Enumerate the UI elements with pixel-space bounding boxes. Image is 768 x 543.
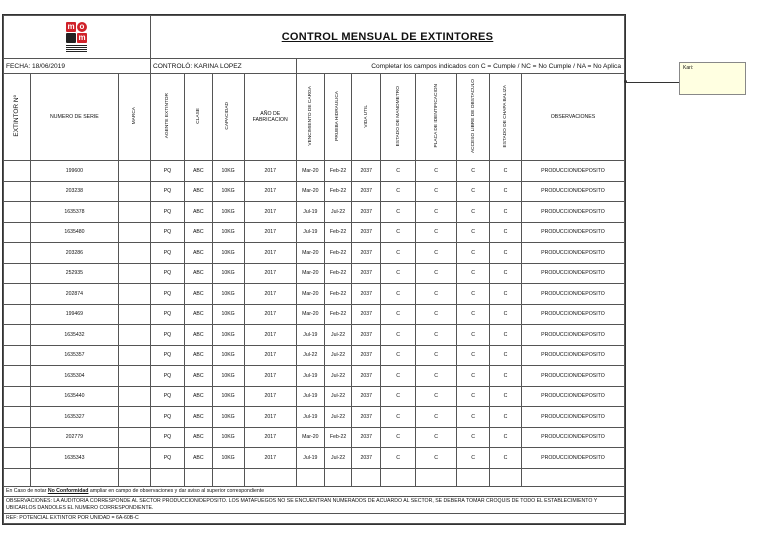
table-row <box>4 304 625 325</box>
cell-venc: Mar-20 <box>296 304 324 325</box>
cell-p: C <box>416 284 457 305</box>
cell-b: C <box>490 304 522 325</box>
cell-serie: 203286 <box>30 243 118 264</box>
cell-vida: 2037 <box>352 448 381 469</box>
cell-p: C <box>416 243 457 264</box>
cell-serie: 252935 <box>30 263 118 284</box>
cell-empty <box>4 161 31 182</box>
cell-m: C <box>381 325 416 346</box>
cell-a: C <box>457 222 490 243</box>
company-logo: m o m <box>66 20 88 54</box>
cell-obs: PRODUCCION/DEPOSITO <box>521 366 624 387</box>
cell-comment[interactable] <box>679 62 746 95</box>
cell-a: C <box>457 407 490 428</box>
cell-empty <box>119 345 151 366</box>
cell-m: C <box>381 366 416 387</box>
cell-obs: PRODUCCION/DEPOSITO <box>521 161 624 182</box>
cell-anio: 2017 <box>244 325 296 346</box>
cell-clase: ABC <box>184 325 212 346</box>
cell-a: C <box>457 181 490 202</box>
table-row <box>4 161 625 182</box>
table-row <box>4 202 625 223</box>
cell-cap: 10KG <box>212 345 244 366</box>
cell-cap: 10KG <box>212 427 244 448</box>
cell-venc: Mar-20 <box>296 427 324 448</box>
cell-obs: PRODUCCION/DEPOSITO <box>521 386 624 407</box>
cell-clase: ABC <box>184 202 212 223</box>
cell-p: C <box>416 263 457 284</box>
cell-serie: 1635327 <box>30 407 118 428</box>
cell-vida: 2037 <box>352 222 381 243</box>
cell-m: C <box>381 407 416 428</box>
cell-b: C <box>490 407 522 428</box>
table-row <box>4 325 625 346</box>
cell-empty <box>4 181 31 202</box>
blank-row <box>4 468 625 486</box>
cell-agente: PQ <box>151 263 185 284</box>
cell-clase: ABC <box>184 304 212 325</box>
cell-a: C <box>457 243 490 264</box>
col-observaciones: OBSERVACIONES <box>521 74 624 161</box>
cell-m: C <box>381 448 416 469</box>
cell-m: C <box>381 202 416 223</box>
cell-venc: Jul-19 <box>296 325 324 346</box>
cell-prueba: Feb-22 <box>324 427 352 448</box>
cell-prueba: Jul-22 <box>324 202 352 223</box>
cell-clase: ABC <box>184 222 212 243</box>
cell-clase: ABC <box>184 366 212 387</box>
cell-vida: 2037 <box>352 202 381 223</box>
cell-p: C <box>416 366 457 387</box>
cell-anio: 2017 <box>244 243 296 264</box>
reference-note: REF: POTENCIAL EXTINTOR POR UNIDAD = 6A-60B-C <box>4 513 625 523</box>
cell-a: C <box>457 427 490 448</box>
cell-m: C <box>381 345 416 366</box>
cell-serie: 1635343 <box>30 448 118 469</box>
cell-empty <box>119 181 151 202</box>
cell-venc: Jul-19 <box>296 386 324 407</box>
cell-m: C <box>381 243 416 264</box>
cell-b: C <box>490 161 522 182</box>
cell-serie: 199600 <box>30 161 118 182</box>
cell-b: C <box>490 366 522 387</box>
cell-empty <box>4 243 31 264</box>
cell-agente: PQ <box>151 243 185 264</box>
table-row <box>4 448 625 469</box>
cell-venc: Jul-19 <box>296 366 324 387</box>
cell-obs: PRODUCCION/DEPOSITO <box>521 448 624 469</box>
cell-serie: 1635357 <box>30 345 118 366</box>
cell-p: C <box>416 161 457 182</box>
table-row <box>4 386 625 407</box>
cell-prueba: Jul-22 <box>324 448 352 469</box>
cell-anio: 2017 <box>244 202 296 223</box>
cell-serie: 1635480 <box>30 222 118 243</box>
cell-clase: ABC <box>184 448 212 469</box>
control-table <box>3 15 625 524</box>
cell-p: C <box>416 325 457 346</box>
cell-prueba: Feb-22 <box>324 263 352 284</box>
cell-vida: 2037 <box>352 161 381 182</box>
comment-connector <box>626 82 680 83</box>
cell-prueba: Jul-22 <box>324 407 352 428</box>
cell-b: C <box>490 325 522 346</box>
cell-empty <box>119 263 151 284</box>
cell-b: C <box>490 345 522 366</box>
cell-anio: 2017 <box>244 407 296 428</box>
cell-empty <box>4 427 31 448</box>
cell-anio: 2017 <box>244 448 296 469</box>
cell-agente: PQ <box>151 386 185 407</box>
cell-anio: 2017 <box>244 427 296 448</box>
cell-clase: ABC <box>184 386 212 407</box>
col-capacidad: CAPACIDAD <box>212 74 244 161</box>
date-field: FECHA: 18/06/2019 <box>4 59 151 74</box>
instructions-text: Completar los campos indicados con C = Cumple / NC = No Cumple / NA = No Aplica <box>296 59 624 74</box>
cell-b: C <box>490 386 522 407</box>
cell-prueba: Feb-22 <box>324 284 352 305</box>
cell-cap: 10KG <box>212 161 244 182</box>
cell-clase: ABC <box>184 263 212 284</box>
cell-cap: 10KG <box>212 263 244 284</box>
col-vencimiento: VENCIMIENTO DE CARGA <box>296 74 324 161</box>
cell-venc: Jul-19 <box>296 202 324 223</box>
cell-anio: 2017 <box>244 222 296 243</box>
cell-m: C <box>381 386 416 407</box>
table-row <box>4 345 625 366</box>
cell-cap: 10KG <box>212 181 244 202</box>
cell-agente: PQ <box>151 161 185 182</box>
cell-m: C <box>381 263 416 284</box>
cell-empty <box>4 407 31 428</box>
col-clase: CLASE <box>184 74 212 161</box>
cell-vida: 2037 <box>352 243 381 264</box>
col-placa: PLACA DE IDENTIFICACION <box>416 74 457 161</box>
cell-cap: 10KG <box>212 243 244 264</box>
cell-m: C <box>381 284 416 305</box>
cell-m: C <box>381 304 416 325</box>
cell-obs: PRODUCCION/DEPOSITO <box>521 284 624 305</box>
cell-empty <box>119 366 151 387</box>
cell-anio: 2017 <box>244 386 296 407</box>
cell-serie: 199469 <box>30 304 118 325</box>
table-row <box>4 407 625 428</box>
nonconformity-note: En Caso de notar No Conformidad ampliar en campo de observaciones y dar aviso al superior correspondiente <box>4 486 625 496</box>
cell-obs: PRODUCCION/DEPOSITO <box>521 325 624 346</box>
cell-empty <box>119 222 151 243</box>
cell-vida: 2037 <box>352 181 381 202</box>
col-serie: NUMERO DE SERIE <box>30 74 118 161</box>
controller-field: CONTROLÓ: KARINA LOPEZ <box>151 59 297 74</box>
cell-vida: 2037 <box>352 284 381 305</box>
cell-prueba: Feb-22 <box>324 161 352 182</box>
col-agente: AGENTE EXTINTOR <box>151 74 185 161</box>
cell-cap: 10KG <box>212 222 244 243</box>
cell-prueba: Feb-22 <box>324 304 352 325</box>
cell-empty <box>119 448 151 469</box>
cell-a: C <box>457 448 490 469</box>
cell-agente: PQ <box>151 181 185 202</box>
col-marca: MARCA <box>119 74 151 161</box>
cell-empty <box>4 263 31 284</box>
cell-agente: PQ <box>151 448 185 469</box>
cell-clase: ABC <box>184 345 212 366</box>
cell-agente: PQ <box>151 325 185 346</box>
cell-anio: 2017 <box>244 161 296 182</box>
cell-obs: PRODUCCION/DEPOSITO <box>521 222 624 243</box>
cell-a: C <box>457 161 490 182</box>
cell-obs: PRODUCCION/DEPOSITO <box>521 304 624 325</box>
cell-b: C <box>490 202 522 223</box>
cell-vida: 2037 <box>352 407 381 428</box>
cell-b: C <box>490 243 522 264</box>
cell-a: C <box>457 325 490 346</box>
page-title: CONTROL MENSUAL DE EXTINTORES <box>151 16 625 59</box>
table-row <box>4 181 625 202</box>
cell-venc: Mar-20 <box>296 284 324 305</box>
cell-prueba: Feb-22 <box>324 243 352 264</box>
cell-cap: 10KG <box>212 304 244 325</box>
cell-a: C <box>457 304 490 325</box>
cell-agente: PQ <box>151 222 185 243</box>
cell-empty <box>119 325 151 346</box>
cell-venc: Mar-20 <box>296 263 324 284</box>
cell-anio: 2017 <box>244 181 296 202</box>
cell-cap: 10KG <box>212 366 244 387</box>
table-row <box>4 427 625 448</box>
cell-vida: 2037 <box>352 366 381 387</box>
cell-empty <box>4 366 31 387</box>
cell-m: C <box>381 222 416 243</box>
cell-obs: PRODUCCION/DEPOSITO <box>521 181 624 202</box>
cell-agente: PQ <box>151 284 185 305</box>
cell-agente: PQ <box>151 427 185 448</box>
cell-cap: 10KG <box>212 284 244 305</box>
cell-m: C <box>381 181 416 202</box>
cell-empty <box>119 202 151 223</box>
cell-empty <box>4 386 31 407</box>
cell-vida: 2037 <box>352 345 381 366</box>
cell-clase: ABC <box>184 243 212 264</box>
cell-empty <box>119 407 151 428</box>
cell-venc: Mar-20 <box>296 243 324 264</box>
col-chapa: ESTADO DE CHAPA BALIZA <box>490 74 522 161</box>
cell-clase: ABC <box>184 427 212 448</box>
cell-agente: PQ <box>151 366 185 387</box>
cell-anio: 2017 <box>244 366 296 387</box>
cell-prueba: Jul-22 <box>324 345 352 366</box>
cell-empty <box>4 325 31 346</box>
cell-m: C <box>381 427 416 448</box>
cell-anio: 2017 <box>244 263 296 284</box>
table-row <box>4 284 625 305</box>
cell-b: C <box>490 448 522 469</box>
cell-obs: PRODUCCION/DEPOSITO <box>521 202 624 223</box>
cell-empty <box>4 345 31 366</box>
cell-vida: 2037 <box>352 304 381 325</box>
cell-p: C <box>416 448 457 469</box>
cell-venc: Jul-19 <box>296 222 324 243</box>
col-extintor: EXTINTOR Nº <box>4 74 31 161</box>
cell-empty <box>119 386 151 407</box>
comment-author: Kari: <box>683 65 694 71</box>
cell-b: C <box>490 222 522 243</box>
cell-agente: PQ <box>151 407 185 428</box>
cell-venc: Jul-19 <box>296 407 324 428</box>
cell-empty <box>4 448 31 469</box>
cell-venc: Jul-22 <box>296 345 324 366</box>
cell-obs: PRODUCCION/DEPOSITO <box>521 407 624 428</box>
cell-serie: 1635440 <box>30 386 118 407</box>
cell-p: C <box>416 386 457 407</box>
cell-vida: 2037 <box>352 325 381 346</box>
cell-cap: 10KG <box>212 386 244 407</box>
observations-note: OBSERVACIONES: LA AUDITORIA CORRESPONDE AL SECTOR PRODUCCION/DEPOSITO. LOS MATAFUEGOS NO SE ENCUENTRAN NUMERADOS DE ACUARDO AL SECTOR, SE DEBERA TOMAR CROQUIS DE TODO EL ESTABLECIMIENTO Y UBICARLOS DANDOLES EL NUMERO CORRESPONDIENTE. <box>4 496 625 513</box>
cell-obs: PRODUCCION/DEPOSITO <box>521 345 624 366</box>
cell-b: C <box>490 181 522 202</box>
cell-serie: 202874 <box>30 284 118 305</box>
cell-p: C <box>416 181 457 202</box>
cell-venc: Mar-20 <box>296 181 324 202</box>
table-row <box>4 243 625 264</box>
cell-b: C <box>490 263 522 284</box>
col-vida: VIDA UTIL <box>352 74 381 161</box>
cell-m: C <box>381 161 416 182</box>
cell-cap: 10KG <box>212 407 244 428</box>
cell-cap: 10KG <box>212 202 244 223</box>
cell-empty <box>4 222 31 243</box>
cell-p: C <box>416 304 457 325</box>
cell-clase: ABC <box>184 181 212 202</box>
cell-empty <box>4 304 31 325</box>
cell-clase: ABC <box>184 284 212 305</box>
cell-a: C <box>457 284 490 305</box>
col-prueba: PRUEBA HIDRAULICA <box>324 74 352 161</box>
cell-anio: 2017 <box>244 304 296 325</box>
cell-b: C <box>490 427 522 448</box>
cell-vida: 2037 <box>352 427 381 448</box>
cell-empty <box>119 161 151 182</box>
cell-obs: PRODUCCION/DEPOSITO <box>521 243 624 264</box>
cell-prueba: Jul-22 <box>324 386 352 407</box>
cell-serie: 202779 <box>30 427 118 448</box>
cell-a: C <box>457 345 490 366</box>
cell-a: C <box>457 366 490 387</box>
cell-cap: 10KG <box>212 448 244 469</box>
cell-prueba: Feb-22 <box>324 222 352 243</box>
cell-clase: ABC <box>184 161 212 182</box>
extinguisher-control-sheet <box>2 14 626 525</box>
cell-b: C <box>490 284 522 305</box>
cell-empty <box>119 284 151 305</box>
cell-cap: 10KG <box>212 325 244 346</box>
table-row <box>4 222 625 243</box>
cell-anio: 2017 <box>244 284 296 305</box>
cell-empty <box>119 427 151 448</box>
cell-empty <box>4 202 31 223</box>
cell-a: C <box>457 263 490 284</box>
cell-vida: 2037 <box>352 263 381 284</box>
cell-serie: 1635378 <box>30 202 118 223</box>
cell-a: C <box>457 202 490 223</box>
cell-prueba: Jul-22 <box>324 366 352 387</box>
cell-anio: 2017 <box>244 345 296 366</box>
col-acceso: ACCESO LIBRE DE OBSTACULO <box>457 74 490 161</box>
cell-prueba: Feb-22 <box>324 181 352 202</box>
cell-serie: 203238 <box>30 181 118 202</box>
cell-venc: Jul-19 <box>296 448 324 469</box>
table-row <box>4 366 625 387</box>
cell-prueba: Jul-22 <box>324 325 352 346</box>
cell-obs: PRODUCCION/DEPOSITO <box>521 263 624 284</box>
logo-cell <box>4 16 151 59</box>
col-anio: AÑO DE FABRICACION <box>244 74 296 161</box>
cell-serie: 1635304 <box>30 366 118 387</box>
cell-clase: ABC <box>184 407 212 428</box>
cell-p: C <box>416 202 457 223</box>
cell-agente: PQ <box>151 202 185 223</box>
cell-vida: 2037 <box>352 386 381 407</box>
cell-p: C <box>416 427 457 448</box>
cell-venc: Mar-20 <box>296 161 324 182</box>
cell-p: C <box>416 222 457 243</box>
cell-empty <box>119 243 151 264</box>
cell-p: C <box>416 407 457 428</box>
cell-p: C <box>416 345 457 366</box>
cell-obs: PRODUCCION/DEPOSITO <box>521 427 624 448</box>
cell-empty <box>4 284 31 305</box>
table-row <box>4 263 625 284</box>
cell-agente: PQ <box>151 304 185 325</box>
cell-a: C <box>457 386 490 407</box>
col-manometro: ESTADO DE MANOMETRO <box>381 74 416 161</box>
cell-serie: 1635432 <box>30 325 118 346</box>
cell-agente: PQ <box>151 345 185 366</box>
cell-empty <box>119 304 151 325</box>
